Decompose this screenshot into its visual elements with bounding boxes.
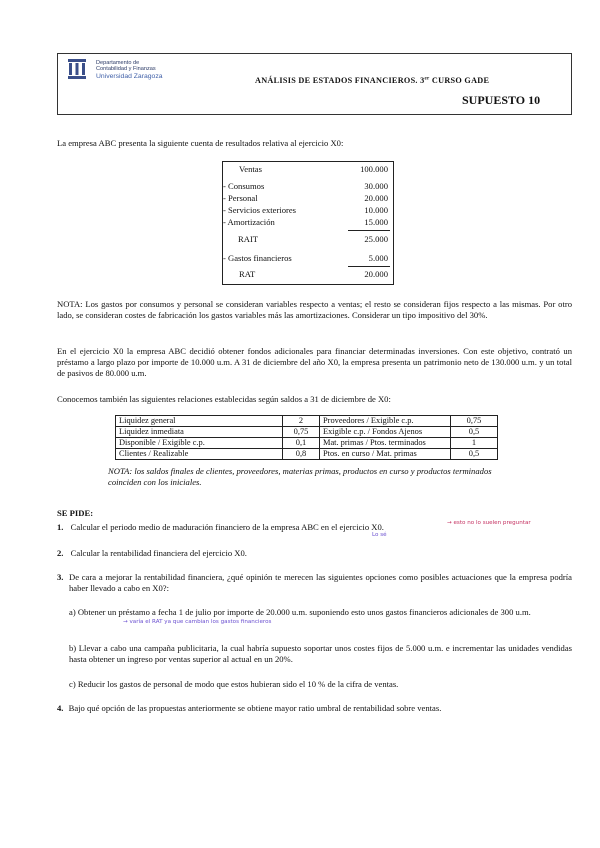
university-name: Universidad Zaragoza [96, 72, 163, 80]
consumos-label: - Consumos [223, 181, 265, 191]
course-title [255, 76, 489, 87]
q1-number: 1. [57, 522, 64, 532]
ratio-value: 0,8 [283, 449, 320, 460]
financing-paragraph: En el ejercicio X0 la empresa ABC decidió obtener fondos adicionales para financiar determinadas inversiones. Con este objetivo, contrató un préstamo a largo plazo por importe de 10.000 u.m. A 31 de diciembre del año X0, la empresa presenta un patrimonio neto de 130.000 u.m. y un total de pasivos de 80.000 u.m. [57, 346, 572, 379]
ratio-value: 0,75 [283, 427, 320, 438]
ratio-label: Clientes / Realizable [116, 449, 283, 460]
option-b: b) Llevar a cabo una campaña publicitaria, la cual habría supuesto soportar unos costes fijos de 5.000 u.m. e incrementar las unidades vendidas hasta obtener un ingreso por ventas superior al actual en un 20%. [69, 643, 572, 665]
table-row [116, 427, 498, 438]
ratio-value: 0,5 [451, 427, 498, 438]
handwritten-note-q1: → esto no lo suelen preguntar [447, 520, 531, 526]
rait-value: 25.000 [364, 234, 388, 244]
ratio-value: 0,1 [283, 438, 320, 449]
q1-text: Calcular el periodo medio de maduración financiero de la empresa ABC en el ejercicio X0. [70, 522, 384, 532]
ratio-value: 0,5 [451, 449, 498, 460]
total-rule [348, 266, 390, 267]
dept-line1: Departamento de [96, 60, 140, 66]
rat-value: 20.000 [364, 269, 388, 279]
question-1 [57, 522, 457, 533]
personal-label: - Personal [223, 193, 258, 203]
q3-number: 3. [57, 572, 64, 582]
income-statement [222, 161, 394, 285]
personal-value: 20.000 [364, 193, 388, 203]
consumos-value: 30.000 [364, 181, 388, 191]
servicios-label: - Servicios exteriores [223, 205, 297, 215]
rait-label: RAIT [238, 234, 259, 244]
handwritten-note-q3a: → varía el RAT ya que cambian los gastos financieros [123, 619, 272, 625]
ventas-label: Ventas [239, 164, 262, 174]
q4-number: 4. [57, 703, 64, 713]
university-logo-icon [68, 59, 86, 79]
ratio-value: 1 [451, 438, 498, 449]
subtotal-rule [348, 230, 390, 231]
question-4 [57, 703, 572, 714]
handwritten-note-q1b: Lo sé [372, 532, 387, 538]
q3-text: De cara a mejorar la rentabilidad financiera, ¿qué opinión te merecen las siguientes opciones como posibles actuaciones que la empresa podría haber llevado a cabo en X0?: [69, 572, 572, 594]
option-c: c) Reducir los gastos de personal de modo que estos hubieran sido el 10 % de la cifra de ventas. [69, 679, 399, 689]
q4-text: Bajo qué opción de las propuestas anteriormente se obtiene mayor ratio umbral de rentabilidad sobre ventas. [68, 703, 442, 713]
ratio-label: Exigible c.p. / Fondos Ajenos [320, 427, 451, 438]
rat-label: RAT [239, 269, 256, 279]
nota-costes: NOTA: Los gastos por consumos y personal se consideran variables respecto a ventas; el resto se consideran fijos respecto a las mismas. Por otro lado, se consideran costes de fabricación los gastos variables más las amortizaciones. Considerar un tipo impositivo del 30%. [57, 299, 572, 321]
nota-saldos: NOTA: los saldos finales de clientes, proveedores, materias primas, productos en curso y productos terminados coinciden con los iniciales. [108, 466, 492, 488]
gastos-financieros-label: - Gastos financieros [223, 253, 292, 263]
question-3 [57, 572, 572, 594]
dept-line2: Contabilidad y Finanzas [96, 66, 156, 73]
ratio-value: 0,75 [451, 416, 498, 427]
department-logo-text [96, 60, 163, 81]
gastos-financieros-value: 5.000 [368, 253, 388, 263]
amortizacion-label: - Amortización [223, 217, 275, 227]
table-row [116, 416, 498, 427]
ratios-intro: Conocemos también las siguientes relaciones establecidas según saldos a 31 de diciembre de X0: [57, 394, 391, 404]
q2-text: Calcular la rentabilidad financiera del ejercicio X0. [70, 548, 247, 558]
intro-text: La empresa ABC presenta la siguiente cuenta de resultados relativa al ejercicio X0: [57, 138, 344, 148]
table-row [116, 438, 498, 449]
se-pide-heading: SE PIDE: [57, 508, 94, 518]
question-2 [57, 548, 572, 559]
ratio-value: 2 [283, 416, 320, 427]
ratio-label: Proveedores / Exigible c.p. [320, 416, 451, 427]
ratio-label: Mat. primas / Ptos. terminados [320, 438, 451, 449]
ratio-label: Liquidez general [116, 416, 283, 427]
ratio-label: Ptos. en curso / Mat. primas [320, 449, 451, 460]
amortizacion-value: 15.000 [364, 217, 388, 227]
course-title-sup: er [424, 76, 430, 82]
course-title-main: ANÁLISIS DE ESTADOS FINANCIEROS. 3 [255, 76, 425, 85]
option-a: a) Obtener un préstamo a fecha 1 de julio por importe de 20.000 u.m. suponiendo esto unos gastos financieros adicionales de 300 u.m. [69, 607, 531, 617]
table-row [116, 449, 498, 460]
ratio-label: Liquidez inmediata [116, 427, 283, 438]
course-title-suffix: CURSO GADE [429, 76, 490, 85]
case-title: SUPUESTO 10 [462, 93, 541, 107]
ratio-label: Disponible / Exigible c.p. [116, 438, 283, 449]
servicios-value: 10.000 [364, 205, 388, 215]
q2-number: 2. [57, 548, 64, 558]
ventas-value: 100.000 [360, 164, 388, 174]
ratios-table [115, 415, 498, 460]
